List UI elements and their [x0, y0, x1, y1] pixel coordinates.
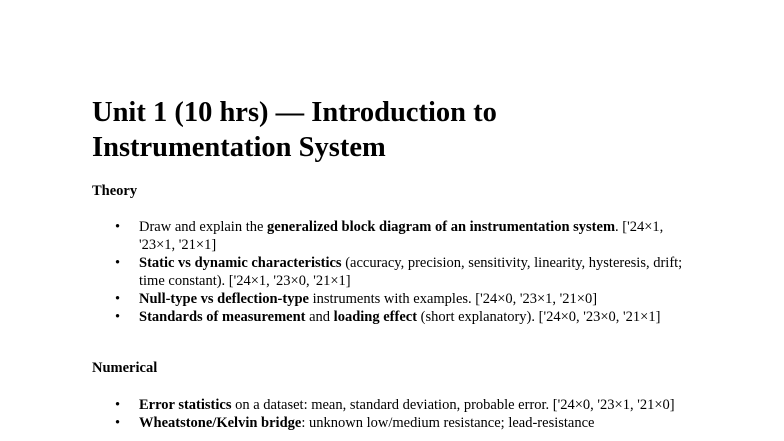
list-item	[92, 308, 692, 326]
theory-heading: Theory	[92, 183, 138, 199]
list-item	[92, 414, 692, 432]
theory-list	[92, 218, 692, 326]
item-bold-text: Null-type vs deflection-type	[139, 291, 309, 307]
numerical-heading: Numerical	[92, 360, 158, 376]
item-bold-text: Wheatstone/Kelvin bridge	[139, 415, 302, 431]
item-text: . ['24×1, '23×1, '21×1]	[139, 219, 664, 253]
item-text: and	[305, 309, 334, 325]
list-item	[92, 218, 692, 254]
item-text: (accuracy, precision, sensitivity, linearity, hysteresis, drift; time constant). ['24×1, '23×0, '21×1]	[139, 255, 683, 289]
page-title	[92, 95, 732, 165]
page-title-line-1: Unit 1 (10 hrs) — Introduction to	[92, 97, 497, 128]
item-bold-text: Static vs dynamic characteristics	[139, 255, 342, 271]
numerical-list	[92, 396, 692, 432]
item-text: instruments with examples. ['24×0, '23×1, '21×0]	[308, 291, 598, 307]
list-item	[92, 396, 692, 414]
list-item	[92, 290, 692, 308]
item-bold-text: loading effect	[333, 309, 418, 325]
item-text: (short explanatory). ['24×0, '23×0, '21×1]	[417, 309, 661, 325]
page-title-line-2: Instrumentation System	[92, 132, 386, 163]
item-text: : unknown low/medium resistance; lead-resistance	[301, 415, 595, 431]
item-text: Draw and explain the	[139, 219, 268, 235]
item-bold-text: Standards of measurement	[139, 309, 306, 325]
item-bold-text: Error statistics	[139, 397, 232, 413]
item-bold-text: generalized block diagram of an instrumentation system	[267, 219, 616, 235]
list-item	[92, 254, 692, 290]
item-text: on a dataset: mean, standard deviation, probable error. ['24×0, '23×1, '21×0]	[231, 397, 675, 413]
